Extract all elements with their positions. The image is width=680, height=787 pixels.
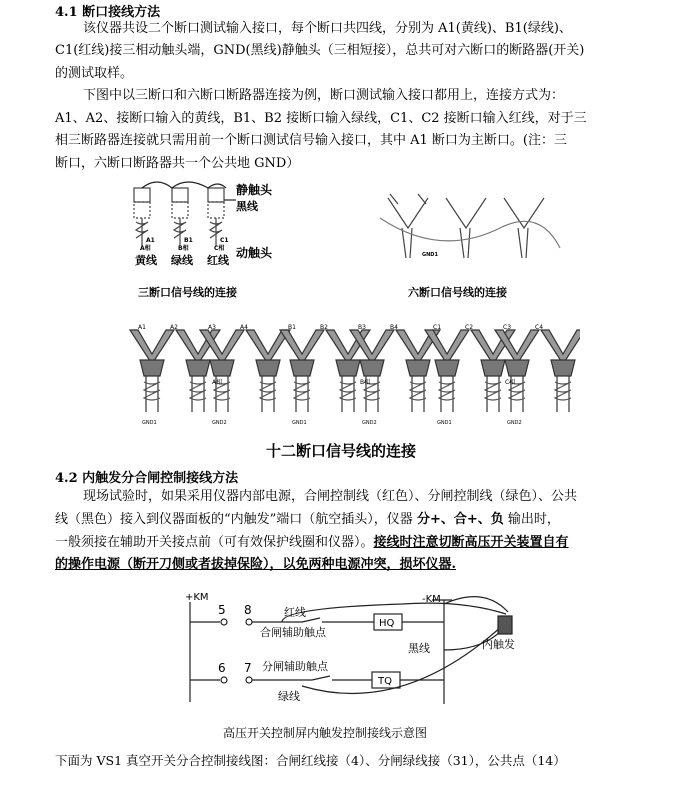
phase-b-label: B相 bbox=[178, 245, 189, 252]
terminal-label: A2 bbox=[170, 324, 178, 331]
twelve-break-title: 十二断口信号线的连接 bbox=[266, 442, 417, 460]
terminal-label: C2 bbox=[465, 324, 474, 331]
black-wire-label: 黑线 bbox=[236, 200, 258, 213]
terminal-label: C4 bbox=[535, 324, 544, 331]
moving-contact-label: 动触头 bbox=[236, 246, 273, 260]
paragraph-line: 一般须接在辅助开关接点前（可有效保护线圈和仪器）。接线时注意切断高压开关装置自有 bbox=[55, 535, 569, 550]
a1-label: A1 bbox=[146, 237, 155, 244]
terminal-label: A3 bbox=[208, 324, 216, 331]
minus-km-label: -KM bbox=[422, 594, 441, 605]
terminal-label: C1 bbox=[433, 324, 442, 331]
terminal-label: B4 bbox=[390, 324, 398, 331]
gnd-label: GND2 bbox=[362, 420, 377, 426]
twelve-break-pole-unit bbox=[280, 330, 370, 412]
c1-label: C1 bbox=[220, 237, 229, 244]
twelve-break-pole-unit bbox=[495, 330, 580, 412]
node-8: 8 bbox=[244, 603, 252, 617]
terminal-label: B3 bbox=[358, 324, 366, 331]
figure-three-six-break bbox=[120, 178, 660, 306]
phase-label: C相 bbox=[505, 379, 516, 386]
phase-a-label: A相 bbox=[140, 245, 151, 252]
paragraph-line: 线（黑色）接入到仪器面板的“内触发”端口（航空插头），仪器 分+、合+、负 输出时， bbox=[55, 512, 560, 527]
phase-label: B相 bbox=[360, 379, 371, 386]
gnd-label: GND1 bbox=[422, 252, 438, 258]
black-wire-label: 黑线 bbox=[408, 642, 430, 655]
node-6: 6 bbox=[218, 661, 226, 675]
paragraph-line: 断口，六断口断路器共一个公共地 GND） bbox=[55, 156, 300, 171]
footer-line: 下面为 VS1 真空开关分合控制接线图：合闸红线接（4）、分闸绿线接（31），公共点（14） bbox=[55, 753, 566, 768]
static-contact-label: 静触头 bbox=[236, 183, 273, 197]
figure-caption: 高压开关控制屏内触发控制接线示意图 bbox=[223, 726, 428, 740]
node-7: 7 bbox=[244, 661, 252, 675]
twelve-break-pole-unit bbox=[130, 330, 223, 412]
red-wire-label: 红线 bbox=[284, 606, 306, 619]
paragraph-line: 该仪器共设二个断口测试输入接口，每个断口共四线，分别为 A1(黄线)、B1(绿线)、 bbox=[83, 21, 572, 36]
plus-km-label: +KM bbox=[185, 592, 209, 603]
terminal-label: C3 bbox=[503, 324, 512, 331]
gnd-label: GND2 bbox=[212, 420, 227, 426]
hq-label: HQ bbox=[379, 618, 395, 629]
twelve-break-pole-unit bbox=[200, 330, 290, 412]
figure-twelve-break bbox=[120, 320, 580, 430]
caption-six-break: 六断口信号线的连接 bbox=[408, 286, 507, 299]
warning-line: 的操作电源（断开刀侧或者拔掉保险），以免两种电源冲突，损坏仪器. bbox=[55, 557, 457, 572]
phase-c-label: C相 bbox=[214, 245, 225, 252]
trigger-label: 内触发 bbox=[482, 638, 515, 651]
green-wire-label: 绿线 bbox=[278, 690, 300, 703]
close-contact-label: 合闸辅助触点 bbox=[260, 626, 326, 639]
paragraph-line: C1(红线)接三相动触头端，GND(黑线)静触头（三相短接），总共可对六断口的断路器(开关) bbox=[55, 43, 585, 58]
terminal-label: B1 bbox=[288, 324, 296, 331]
node-5: 5 bbox=[218, 603, 226, 617]
red-wire-label: 红线 bbox=[207, 254, 229, 267]
phase-label: A相 bbox=[212, 379, 223, 386]
gnd-label: GND2 bbox=[507, 420, 522, 426]
figure-control-circuit bbox=[182, 590, 532, 715]
gnd-label: GND1 bbox=[142, 420, 157, 426]
gnd-label: GND1 bbox=[437, 420, 452, 426]
twelve-break-pole-unit bbox=[425, 330, 515, 412]
yellow-wire-label: 黄线 bbox=[135, 254, 157, 267]
terminal-label: A4 bbox=[240, 324, 248, 331]
paragraph-line: A1、A2、接断口输入的黄线，B1、B2 接断口输入绿线，C1、C2 接断口输入红线，对于三 bbox=[55, 111, 587, 126]
caption-three-break: 三断口信号线的连接 bbox=[138, 286, 237, 299]
paragraph-line: 的测试取样。 bbox=[55, 66, 134, 81]
twelve-break-pole-unit bbox=[350, 330, 440, 412]
tq-label: TQ bbox=[378, 676, 392, 687]
b1-label: B1 bbox=[184, 237, 193, 244]
paragraph-line: 现场试验时，如果采用仪器内部电源，合闸控制线（红色）、分闸控制线（绿色）、公共 bbox=[83, 489, 578, 504]
gnd-label: GND1 bbox=[292, 420, 307, 426]
green-wire-label: 绿线 bbox=[171, 254, 193, 267]
paragraph-line: 相三断路器连接就只需用前一个断口测试信号输入接口，其中 A1 断口为主断口。(注：三 bbox=[55, 133, 567, 148]
open-contact-label: 分闸辅助触点 bbox=[262, 660, 328, 673]
section-heading-4-2: 4.2 内触发分合闸控制接线方法 bbox=[55, 471, 239, 486]
section-heading-4-1: 4.1 断口接线方法 bbox=[55, 5, 161, 20]
paragraph-line: 下图中以三断口和六断口断路器连接为例，断口测试输入接口都用上，连接方式为： bbox=[83, 88, 565, 103]
terminal-label: A1 bbox=[138, 324, 146, 331]
terminal-label: B2 bbox=[320, 324, 328, 331]
